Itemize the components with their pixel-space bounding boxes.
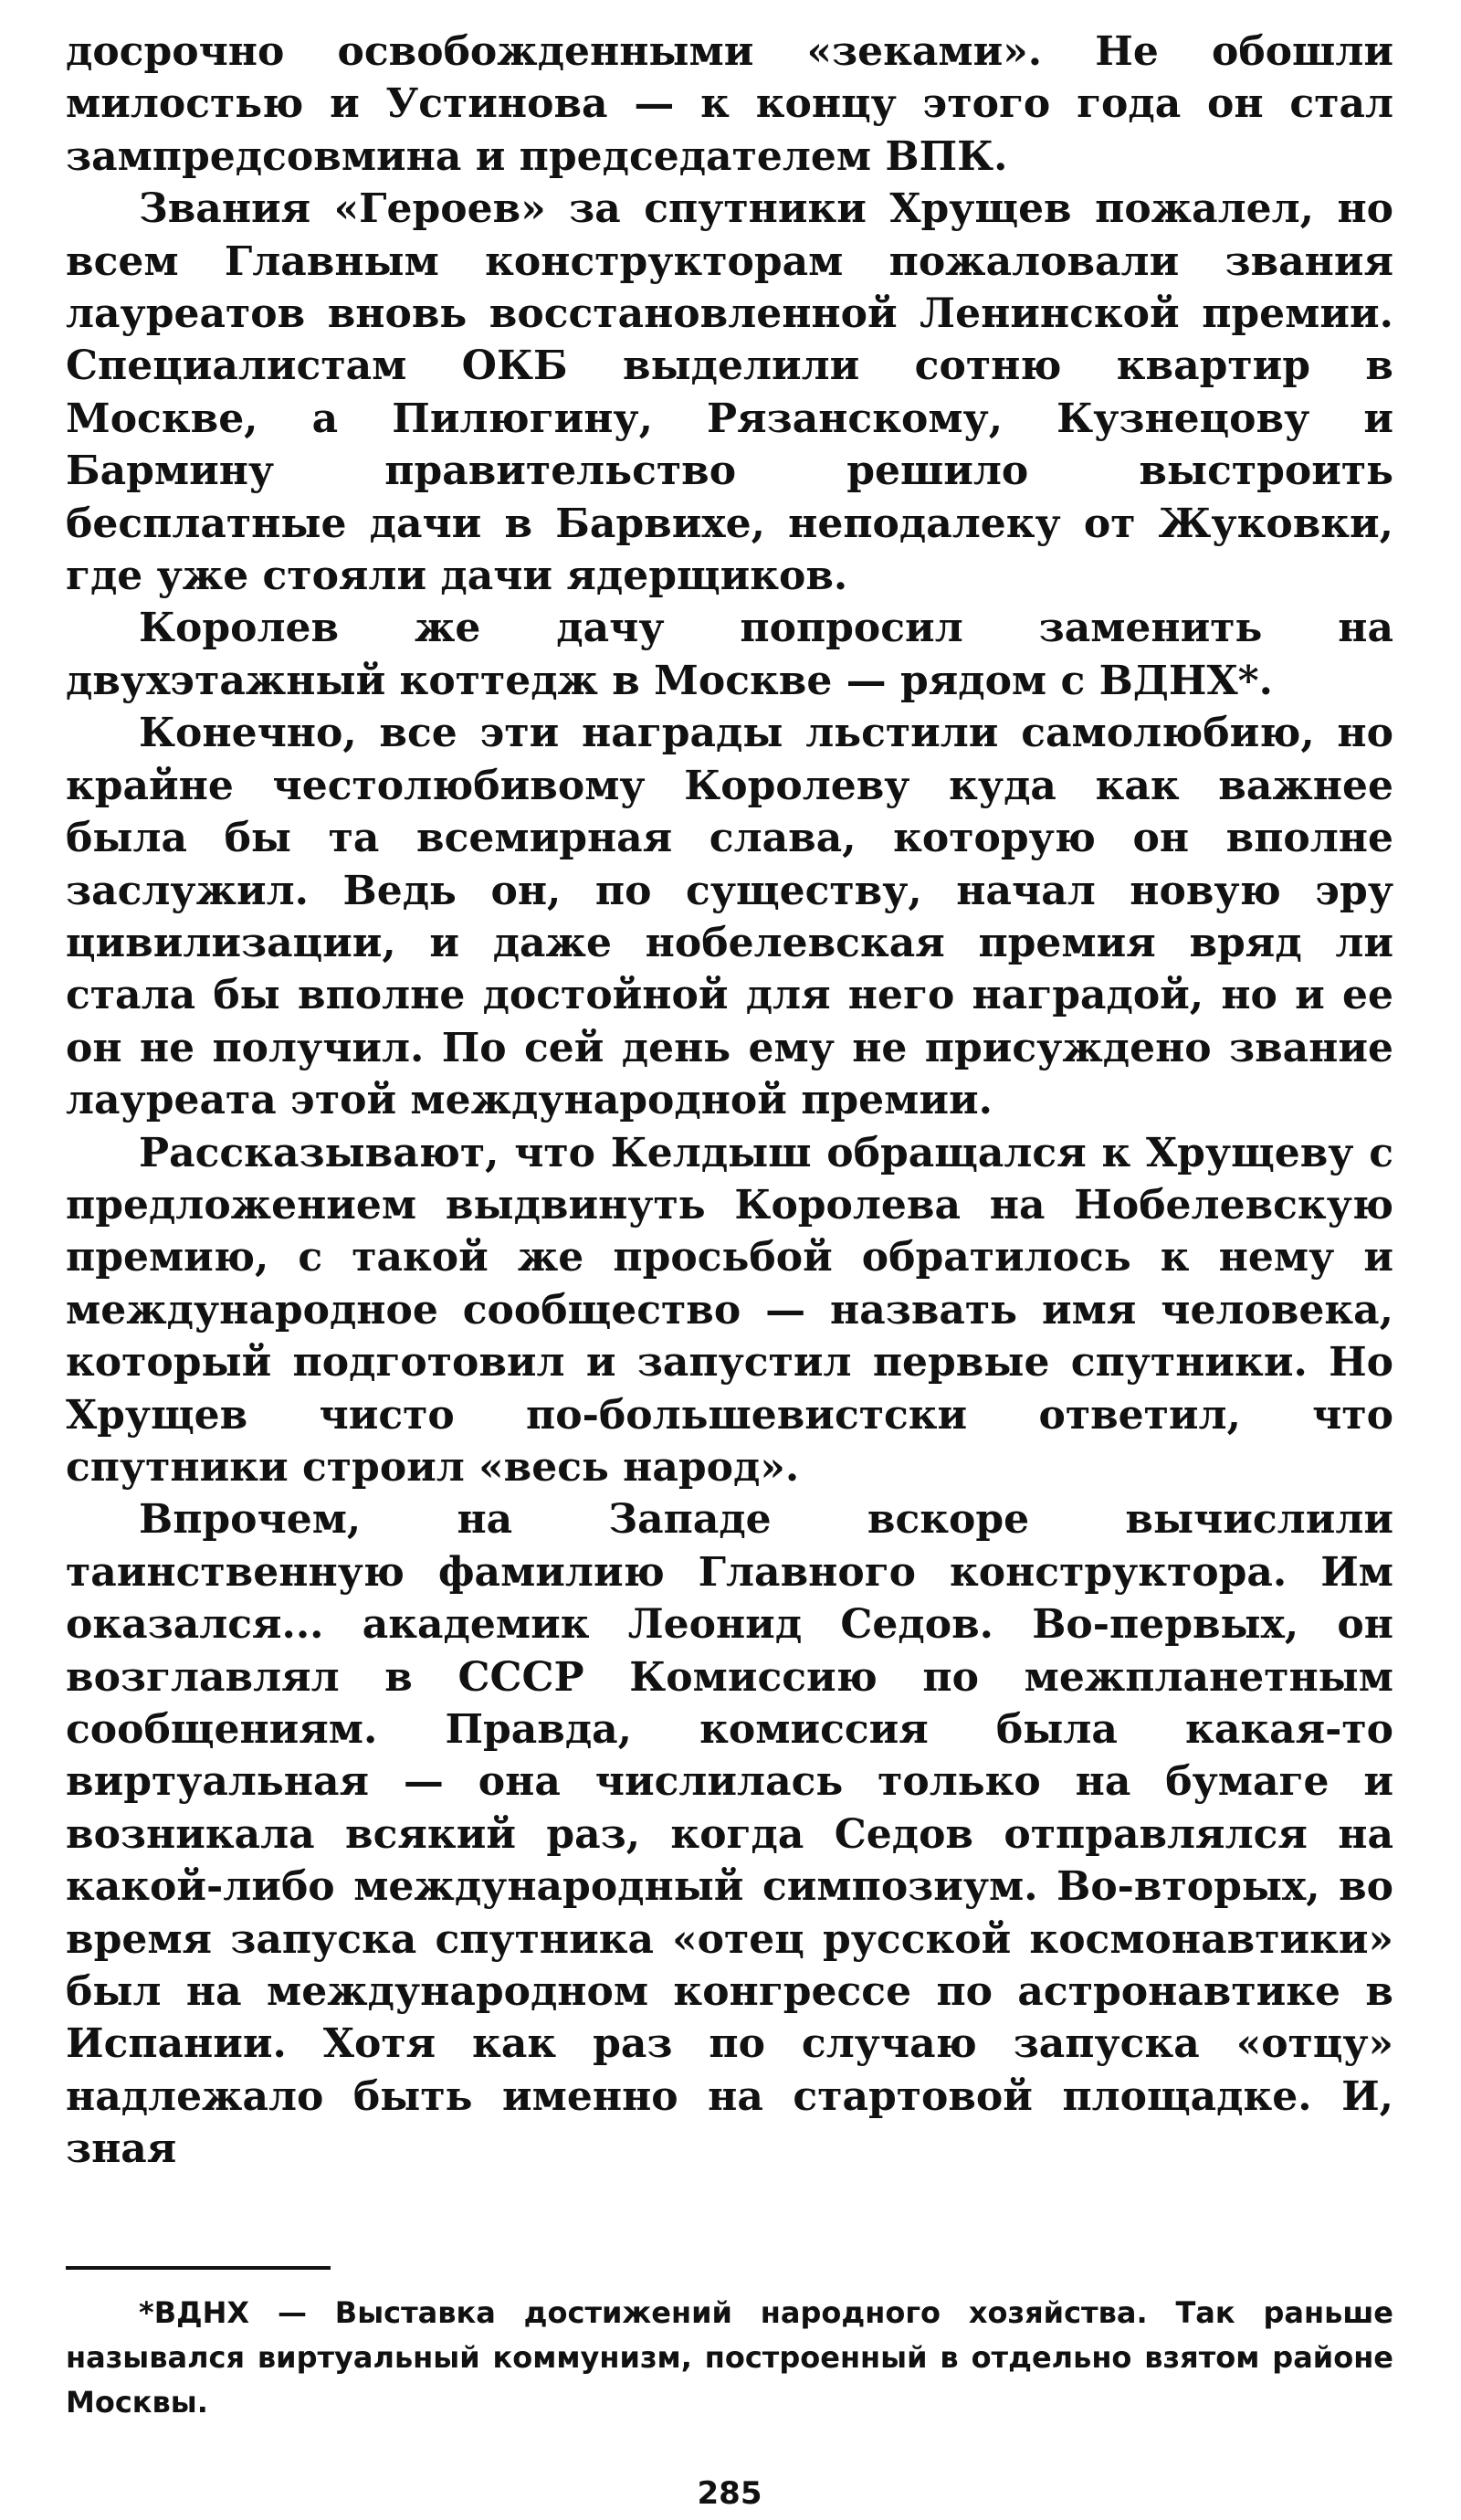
paragraph-6: Впрочем, на Западе вскоре вычислили таинственную фамилию Главного конструктора. Им оказался... академик Леонид Седов. Во-первых, он возглавлял в СССР Комиссию по межпланетным сообщениям. Правда, комиссия была какая-то виртуальная — она числилась только на бумаге и возникала всякий раз, когда Седов отправлялся на какой-либо международный симпозиум. Во-вторых, во время запуска спутника «отец русской космонавтики» был на международном конгрессе по астронавтике в Испании. Хотя как раз по случаю запуска «отцу» надлежало быть именно на стартовой площадке. И, зная [66,1496,1393,2173]
book-page [66,26,1393,2512]
page-number: 285 [697,2475,762,2512]
paragraph-1: досрочно освобожденными «зеками». Не обошли милостью и Устинова — к концу этого года он стал зампредсовмина и председателем ВПК. [66,28,1393,180]
footnote: *ВДНХ — Выставка достижений народного хозяйства. Так раньше назывался виртуальный коммунизм, построенный в отдельно взятом районе Москвы. [66,2295,1393,2420]
paragraph-3: Королев же дачу попросил заменить на двухэтажный коттедж в Москве — рядом с ВДНХ*. [66,605,1393,704]
main-text [66,26,1393,2176]
paragraph-2: Звания «Героев» за спутники Хрущев пожалел, но всем Главным конструкторам пожаловали звания лауреатов вновь восстановленной Ленинской премии. Специалистам ОКБ выделили сотню квартир в Москве, а Пилюгину, Рязанскому, Кузнецову и Бармину правительство решило выстроить бесплатные дачи в Барвихе, неподалеку от Жуковки, где уже стояли дачи ядерщиков. [66,185,1393,600]
paragraph-4: Конечно, все эти награды льстили самолюбию, но крайне честолюбивому Королеву куда как важнее была бы та всемирная слава, которую он вполне заслужил. Ведь он, по существу, начал новую эру цивилизации, и даже нобелевская премия вряд ли стала бы вполне достойной для него наградой, но и ее он не получил. По сей день ему не присуждено звание лауреата этой международной премии. [66,710,1393,1124]
paragraph-5: Рассказывают, что Келдыш обращался к Хрущеву с предложением выдвинуть Королева на Нобелевскую премию, с такой же просьбой обратилось к нему и международное сообщество — назвать имя человека, который подготовил и запустил первые спутники. Но Хрущев чисто по-большевистски ответил, что спутники строил «весь народ». [66,1129,1393,1491]
footnote-divider [66,2266,331,2270]
